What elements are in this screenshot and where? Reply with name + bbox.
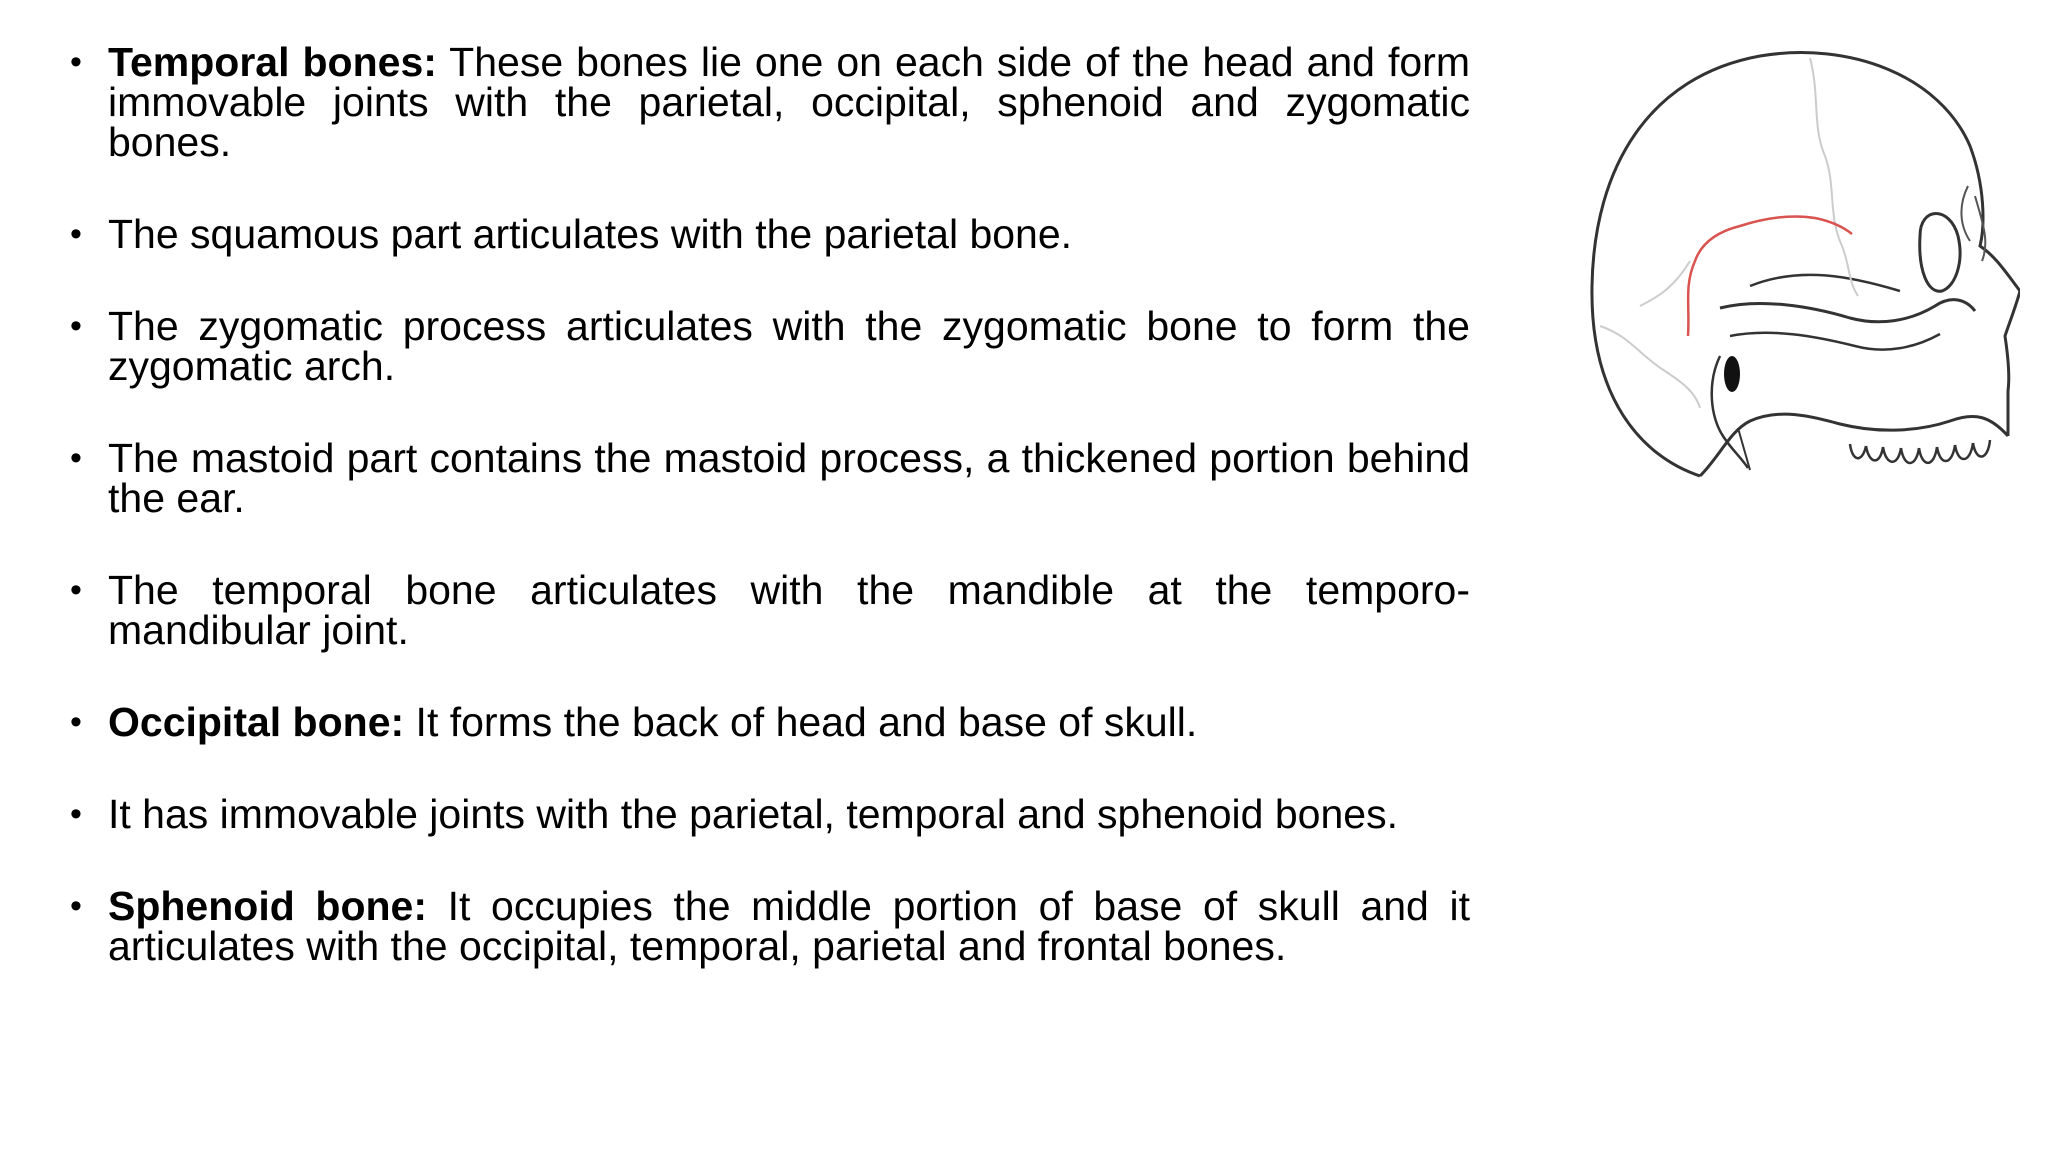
orbit-outline	[1920, 214, 1960, 292]
sphenoid-suture	[1640, 261, 1690, 306]
lambdoid-suture	[1600, 326, 1700, 408]
bullet-text: These bones lie one on each side of the head and form immovable joints with the parietal, occipital, sphenoid and zygomatic bones.	[108, 39, 1470, 165]
bullet-zygomatic-process	[70, 303, 1470, 389]
skull-lateral-view-icon	[1580, 36, 2020, 506]
bullet-temporal-bones	[70, 39, 1470, 165]
cranium-outline	[1592, 53, 2020, 476]
bullet-text: The temporal bone articulates with the mandible at the temporo-mandibular joint.	[108, 567, 1470, 653]
cheek-ridge	[1750, 275, 1900, 291]
bullet-text: The zygomatic process articulates with the zygomatic bone to form the zygomatic arch.	[108, 303, 1470, 389]
bullet-list	[70, 39, 1470, 969]
bullet-text: The mastoid part contains the mastoid process, a thickened portion behind the ear.	[108, 435, 1470, 521]
bullet-squamous-part	[70, 211, 1470, 257]
bullet-text: It has immovable joints with the parietal, temporal and sphenoid bones.	[108, 791, 1398, 837]
bullet-text: It forms the back of head and base of skull.	[404, 699, 1198, 745]
term-sphenoid-bone: Sphenoid bone:	[108, 883, 427, 929]
zygomatic-arch	[1720, 300, 1975, 322]
bullet-text: It occupies the middle portion of base of skull and it articulates with the occipital, temporal, parietal and frontal bones.	[108, 883, 1470, 969]
bullet-occipital-bone	[70, 699, 1470, 745]
teeth	[1850, 440, 1990, 463]
bullet-sphenoid-bone	[70, 883, 1470, 969]
bullet-occipital-joints	[70, 791, 1470, 837]
bullet-mastoid-part	[70, 435, 1470, 521]
zygomatic-arch-lower	[1730, 333, 1940, 350]
ear-canal	[1724, 356, 1740, 392]
term-temporal-bones: Temporal bones:	[108, 39, 437, 85]
bullet-temporomandibular	[70, 567, 1470, 653]
coronal-suture	[1810, 58, 1858, 296]
term-occipital-bone: Occipital bone:	[108, 699, 405, 745]
bullet-text: The squamous part articulates with the parietal bone.	[108, 211, 1073, 257]
